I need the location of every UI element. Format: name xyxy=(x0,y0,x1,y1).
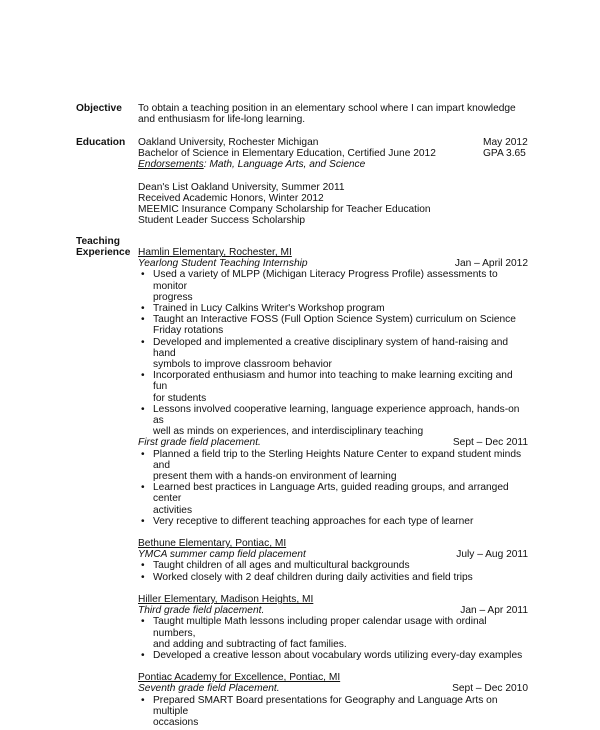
bullet-item: • Learned best practices in Language Arts, guided reading groups, and arranged center activities xyxy=(138,482,528,516)
experience-heading-line: Teaching xyxy=(76,236,120,247)
job-entry xyxy=(138,247,528,527)
bullet-item: • Incorporated enthusiasm and humor into teaching to make learning exciting and fun for students xyxy=(138,370,528,404)
bullet-item: • Prepared SMART Board presentations for Geography and Language Arts on multiple occasions xyxy=(138,695,528,729)
honor-item: MEEMIC Insurance Company Scholarship for Teacher Education xyxy=(138,204,431,216)
job-entry xyxy=(138,538,528,583)
job-role: Yearlong Student Teaching Internship xyxy=(138,258,308,270)
objective-line: and enthusiasm for life-long learning. xyxy=(138,114,306,126)
job-sub-bullets xyxy=(138,449,528,527)
job-place: Pontiac Academy for Excellence, Pontiac, MI xyxy=(138,672,341,684)
job-date: Sept – Dec 2010 xyxy=(452,683,528,695)
job-place: Hiller Elementary, Madison Heights, MI xyxy=(138,593,314,605)
bullet-item: • Planned a field trip to the Sterling Heights Nature Center to expand student minds and present them with a hands-on environment of learning xyxy=(138,449,528,483)
bullet-item: • Worked closely with 2 deaf children during daily activities and field trips xyxy=(138,572,528,583)
bullet-item: • Taught children of all ages and multicultural backgrounds xyxy=(138,560,528,571)
job-role: Third grade field placement. xyxy=(138,605,265,617)
job-place: Bethune Elementary, Pontiac, MI xyxy=(138,538,287,550)
job-role: Seventh grade field Placement. xyxy=(138,683,280,695)
bullet-item: • Used a variety of MLPP (Michigan Literacy Progress Profile) assessments to monitor progress xyxy=(138,269,528,303)
job-entry xyxy=(138,594,528,661)
job-date: July – Aug 2011 xyxy=(456,549,528,561)
education-degree-row xyxy=(138,148,528,159)
honor-item: Dean's List Oakland University, Summer 2011 xyxy=(138,181,345,193)
bullet-item: • Developed a creative lesson about vocabulary words utilizing every-day examples xyxy=(138,650,528,661)
bullet-item: • Taught multiple Math lessons including proper calendar usage with ordinal numbers, and adding and subtracting of fact families. xyxy=(138,616,528,650)
job-role-row xyxy=(138,605,528,616)
experience-heading xyxy=(76,236,130,258)
education-school-row xyxy=(138,137,528,148)
job-bullets xyxy=(138,269,528,437)
objective-line: To obtain a teaching position in an elementary school where I can impart knowledge xyxy=(138,103,516,114)
experience-heading-line: Experience xyxy=(76,247,131,259)
endorsements-list: : Math, Language Arts, and Science xyxy=(203,159,366,171)
job-date: Jan – April 2012 xyxy=(454,258,528,270)
job-place: Hamlin Elementary, Rochester, MI xyxy=(138,247,292,258)
job-bullets xyxy=(138,695,528,729)
education-endorsements xyxy=(138,159,528,170)
job-role-row xyxy=(138,258,528,269)
job-bullets xyxy=(138,616,528,661)
education-degree: Bachelor of Science in Elementary Education, Certified June 2012 xyxy=(138,148,436,160)
bullet-item: • Developed and implemented a creative disciplinary system of hand-raising and hand symbols to improve classroom behavior xyxy=(138,337,528,371)
experience-section xyxy=(138,247,528,728)
job-role-row xyxy=(138,549,528,560)
honor-item: Student Leader Success Scholarship xyxy=(138,215,306,227)
job-subrole-row xyxy=(138,437,528,448)
education-heading: Education xyxy=(76,137,126,148)
education-date: May 2012 xyxy=(483,137,528,148)
bullet-item: • Taught an Interactive FOSS (Full Option Science System) curriculum on Science Friday rotations xyxy=(138,314,528,336)
education-section xyxy=(138,137,528,226)
job-role-row xyxy=(138,683,528,694)
objective-heading: Objective xyxy=(76,103,122,114)
job-subdate: Sept – Dec 2011 xyxy=(452,437,528,449)
endorsements-label: Endorsements xyxy=(138,159,204,171)
bullet-item: • Very receptive to different teaching approaches for each type of learner xyxy=(138,516,528,527)
education-school: Oakland University, Rochester Michigan xyxy=(138,137,319,148)
job-date: Jan – Apr 2011 xyxy=(460,605,528,617)
job-entry xyxy=(138,672,528,728)
bullet-item: • Trained in Lucy Calkins Writer's Workshop program xyxy=(138,303,528,314)
education-gpa: GPA 3.65 xyxy=(483,148,526,160)
honor-item: Received Academic Honors, Winter 2012 xyxy=(138,192,324,204)
job-subrole: First grade field placement. xyxy=(138,437,261,449)
objective-text xyxy=(138,103,528,125)
job-role: YMCA summer camp field placement xyxy=(138,549,306,561)
bullet-item: • Lessons involved cooperative learning, language experience approach, hands-on as well as minds on experiences, and interdisciplinary teaching xyxy=(138,404,528,438)
job-bullets xyxy=(138,560,528,582)
